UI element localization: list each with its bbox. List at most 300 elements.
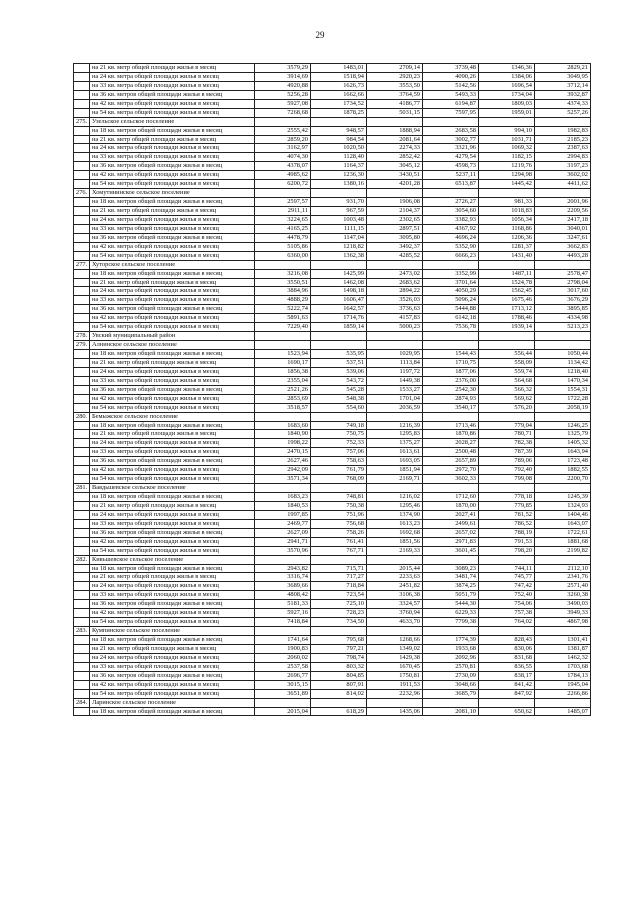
value-cell xyxy=(367,260,423,269)
row-label: на 36 кв. метров общей площади жилья в месяц xyxy=(90,528,255,537)
table-row xyxy=(74,278,591,287)
value-cell: 3518,57 xyxy=(255,403,311,412)
value-cell: 3481,74 xyxy=(423,573,479,582)
table-row xyxy=(74,305,591,314)
value-cell: 545,28 xyxy=(311,385,367,394)
value-cell: 2859,20 xyxy=(255,135,311,144)
value-cell: 1722,61 xyxy=(535,528,591,537)
value-cell: 1031,71 xyxy=(479,135,535,144)
row-label: на 24 кв. метра общей площади жилья в месяц xyxy=(90,510,255,519)
row-index: 276. xyxy=(74,189,90,198)
row-label: на 36 кв. метров общей площади жилья в месяц xyxy=(90,600,255,609)
value-cell: 1870,86 xyxy=(423,430,479,439)
value-cell: 2971,83 xyxy=(423,537,479,546)
value-cell: 1445,42 xyxy=(479,180,535,189)
value-cell xyxy=(255,412,311,421)
row-index xyxy=(74,135,90,144)
row-index xyxy=(74,394,90,403)
value-cell: 2185,23 xyxy=(535,135,591,144)
row-label: на 54 кв. метра общей площади жилья в месяц xyxy=(90,618,255,627)
value-cell: 1982,83 xyxy=(535,126,591,135)
value-cell: 814,02 xyxy=(311,689,367,698)
value-cell: 1722,28 xyxy=(535,394,591,403)
row-index xyxy=(74,564,90,573)
value-cell: 1362,38 xyxy=(311,251,367,260)
table-row xyxy=(74,144,591,153)
section-row xyxy=(74,332,591,341)
row-label: на 42 кв. метра общей площади жилья в месяц xyxy=(90,242,255,251)
value-cell: 931,70 xyxy=(311,198,367,207)
value-cell: 535,95 xyxy=(311,350,367,359)
row-index: 275. xyxy=(74,117,90,126)
value-cell: 7799,38 xyxy=(423,618,479,627)
value-cell: 1381,87 xyxy=(535,644,591,653)
value-cell: 539,06 xyxy=(311,367,367,376)
value-cell: 2199,82 xyxy=(535,546,591,555)
table-row xyxy=(74,350,591,359)
value-cell: 1613,23 xyxy=(367,519,423,528)
value-cell: 1498,18 xyxy=(311,287,367,296)
table-row xyxy=(74,394,591,403)
value-cell: 3430,51 xyxy=(367,171,423,180)
value-cell: 1714,76 xyxy=(311,314,367,323)
value-cell: 747,42 xyxy=(479,582,535,591)
value-cell: 1268,66 xyxy=(367,636,423,645)
value-cell: 2092,96 xyxy=(423,653,479,662)
row-index xyxy=(74,64,90,73)
value-cell xyxy=(255,555,311,564)
row-index xyxy=(74,689,90,698)
value-cell: 1218,40 xyxy=(535,367,591,376)
row-label: на 42 кв. метра общей площади жилья в месяц xyxy=(90,680,255,689)
value-cell: 1020,50 xyxy=(311,144,367,153)
value-cell: 1670,45 xyxy=(367,662,423,671)
value-cell: 3526,03 xyxy=(367,296,423,305)
table-row xyxy=(74,600,591,609)
value-cell: 2001,96 xyxy=(535,198,591,207)
table-row xyxy=(74,421,591,430)
value-cell: 5891,63 xyxy=(255,314,311,323)
value-cell: 1710,75 xyxy=(423,358,479,367)
value-cell: 3054,60 xyxy=(423,207,479,216)
value-cell: 2169,33 xyxy=(367,546,423,555)
value-cell xyxy=(479,260,535,269)
value-cell: 3162,97 xyxy=(255,144,311,153)
value-cell: 1888,94 xyxy=(367,126,423,135)
value-cell: 1483,01 xyxy=(311,64,367,73)
value-cell: 1544,43 xyxy=(423,350,479,359)
table-row xyxy=(74,90,591,99)
row-label: на 54 кв. метра общей площади жилья в месяц xyxy=(90,323,255,332)
value-cell: 3382,93 xyxy=(423,215,479,224)
value-cell: 3712,14 xyxy=(535,81,591,90)
value-cell: 807,91 xyxy=(311,680,367,689)
value-cell: 5181,33 xyxy=(255,600,311,609)
value-cell: 1164,37 xyxy=(311,162,367,171)
row-label: на 21 кв. метр общей площади жилья в месяц xyxy=(90,64,255,73)
row-label: на 24 кв. метра общей площади жилья в месяц xyxy=(90,653,255,662)
row-index xyxy=(74,528,90,537)
value-cell: 7268,68 xyxy=(255,108,311,117)
value-cell: 1216,39 xyxy=(367,421,423,430)
section-title: Кивьшевское сельское поселение xyxy=(90,555,255,564)
value-cell: 3040,01 xyxy=(535,224,591,233)
value-cell: 1662,66 xyxy=(311,90,367,99)
section-title: Увский муниципальный район xyxy=(90,332,255,341)
value-cell: 6142,18 xyxy=(423,314,479,323)
value-cell: 3216,08 xyxy=(255,269,311,278)
value-cell: 788,19 xyxy=(479,528,535,537)
value-cell: 757,38 xyxy=(479,609,535,618)
value-cell: 3571,34 xyxy=(255,475,311,484)
value-cell: 1449,38 xyxy=(367,376,423,385)
row-index xyxy=(74,475,90,484)
value-cell: 2104,37 xyxy=(367,207,423,216)
row-index xyxy=(74,376,90,385)
page-number: 29 xyxy=(315,30,325,40)
value-cell: 2972,70 xyxy=(423,466,479,475)
value-cell: 1626,73 xyxy=(311,81,367,90)
value-cell: 1018,83 xyxy=(479,207,535,216)
value-cell xyxy=(479,555,535,564)
value-cell: 2897,51 xyxy=(367,224,423,233)
row-label: на 36 кв. метров общей площади жилья в месяц xyxy=(90,90,255,99)
value-cell xyxy=(367,332,423,341)
value-cell: 1690,17 xyxy=(255,358,311,367)
value-cell: 1294,98 xyxy=(479,171,535,180)
value-cell: 4165,25 xyxy=(255,224,311,233)
value-cell xyxy=(255,698,311,707)
value-cell: 718,84 xyxy=(311,582,367,591)
value-cell: 3602,33 xyxy=(423,475,479,484)
value-cell: 750,75 xyxy=(311,430,367,439)
value-cell xyxy=(367,627,423,636)
value-cell: 576,20 xyxy=(479,403,535,412)
value-cell: 797,21 xyxy=(311,644,367,653)
table-row xyxy=(74,180,591,189)
row-index xyxy=(74,430,90,439)
section-row xyxy=(74,627,591,636)
value-cell: 4478,79 xyxy=(255,233,311,242)
value-cell: 3701,64 xyxy=(423,278,479,287)
table-row xyxy=(74,108,591,117)
value-cell: 2112,10 xyxy=(535,564,591,573)
value-cell: 1281,37 xyxy=(479,242,535,251)
value-cell: 781,52 xyxy=(479,510,535,519)
value-cell: 1113,84 xyxy=(367,358,423,367)
value-cell: 1643,07 xyxy=(535,519,591,528)
table-row xyxy=(74,251,591,260)
value-cell xyxy=(535,555,591,564)
value-cell: 2657,89 xyxy=(423,457,479,466)
value-cell: 1643,94 xyxy=(535,448,591,457)
value-cell: 728,23 xyxy=(311,609,367,618)
value-cell: 2730,09 xyxy=(423,671,479,680)
value-cell: 4411,62 xyxy=(535,180,591,189)
row-index xyxy=(74,573,90,582)
value-cell: 3884,96 xyxy=(255,287,311,296)
value-cell xyxy=(311,341,367,350)
value-cell: 1712,60 xyxy=(423,493,479,502)
value-cell: 2942,09 xyxy=(255,466,311,475)
value-cell xyxy=(479,117,535,126)
value-cell: 2571,40 xyxy=(535,582,591,591)
value-cell: 3197,23 xyxy=(535,162,591,171)
value-cell: 3689,66 xyxy=(255,582,311,591)
value-cell: 1523,94 xyxy=(255,350,311,359)
table-row xyxy=(74,689,591,698)
value-cell: 4201,28 xyxy=(367,180,423,189)
value-cell: 1774,39 xyxy=(423,636,479,645)
value-cell xyxy=(423,555,479,564)
value-cell: 1859,14 xyxy=(311,323,367,332)
value-cell xyxy=(535,260,591,269)
value-cell: 4074,30 xyxy=(255,153,311,162)
value-cell: 3570,96 xyxy=(255,546,311,555)
row-index xyxy=(74,457,90,466)
value-cell: 1462,32 xyxy=(535,653,591,662)
table-row xyxy=(74,126,591,135)
value-cell: 4279,54 xyxy=(423,153,479,162)
row-index xyxy=(74,144,90,153)
value-cell: 1301,41 xyxy=(535,636,591,645)
section-row xyxy=(74,341,591,350)
table-row xyxy=(74,72,591,81)
table-row xyxy=(74,707,591,716)
value-cell: 1713,46 xyxy=(423,421,479,430)
value-cell xyxy=(423,189,479,198)
value-cell: 1840,53 xyxy=(255,501,311,510)
row-index xyxy=(74,207,90,216)
value-cell: 5213,23 xyxy=(535,323,591,332)
value-cell: 3106,38 xyxy=(367,591,423,600)
value-cell: 1325,79 xyxy=(535,430,591,439)
value-cell: 745,77 xyxy=(479,573,535,582)
table-row xyxy=(74,367,591,376)
row-index xyxy=(74,403,90,412)
row-label: на 36 кв. метров общей площади жилья в месяц xyxy=(90,162,255,171)
value-cell: 2469,77 xyxy=(255,519,311,528)
value-cell: 767,71 xyxy=(311,546,367,555)
table-row xyxy=(74,671,591,680)
row-label: на 18 кв. метров общей площади жилья в месяц xyxy=(90,421,255,430)
row-label: на 36 кв. метров общей площади жилья в месяц xyxy=(90,671,255,680)
value-cell: 1613,61 xyxy=(367,448,423,457)
row-index xyxy=(74,671,90,680)
value-cell: 2355,04 xyxy=(255,376,311,385)
value-cell: 1900,83 xyxy=(255,644,311,653)
table-row xyxy=(74,510,591,519)
row-index xyxy=(74,350,90,359)
value-cell: 1533,27 xyxy=(367,385,423,394)
row-index xyxy=(74,180,90,189)
value-cell xyxy=(311,555,367,564)
value-cell: 3247,61 xyxy=(535,233,591,242)
value-cell: 5096,24 xyxy=(423,296,479,305)
value-cell: 4374,33 xyxy=(535,99,591,108)
value-cell xyxy=(535,627,591,636)
value-cell xyxy=(367,484,423,493)
value-cell: 2894,22 xyxy=(367,287,423,296)
value-cell: 3602,02 xyxy=(535,171,591,180)
value-cell: 1939,14 xyxy=(479,323,535,332)
value-cell: 2994,83 xyxy=(535,153,591,162)
row-label: на 36 кв. метров общей площади жилья в месяц xyxy=(90,305,255,314)
value-cell: 2473,02 xyxy=(367,269,423,278)
value-cell: 752,33 xyxy=(311,439,367,448)
value-cell: 7229,40 xyxy=(255,323,311,332)
value-cell xyxy=(535,698,591,707)
table-row xyxy=(74,198,591,207)
value-cell: 558,09 xyxy=(479,358,535,367)
value-cell: 1606,47 xyxy=(311,296,367,305)
value-cell: 2302,65 xyxy=(367,215,423,224)
row-label: на 33 кв. метра общей площади жилья в месяц xyxy=(90,224,255,233)
table-row xyxy=(74,457,591,466)
value-cell: 1206,36 xyxy=(479,233,535,242)
table-row xyxy=(74,466,591,475)
row-label: на 18 кв. метров общей площади жилья в месяц xyxy=(90,493,255,502)
value-cell xyxy=(311,189,367,198)
row-index xyxy=(74,233,90,242)
row-label: на 42 кв. метра общей площади жилья в месяц xyxy=(90,314,255,323)
row-label: на 18 кв. метров общей площади жилья в месяц xyxy=(90,269,255,278)
table-row xyxy=(74,81,591,90)
value-cell: 1998,22 xyxy=(255,439,311,448)
value-cell: 1642,57 xyxy=(311,305,367,314)
value-cell xyxy=(367,555,423,564)
table-row xyxy=(74,618,591,627)
row-index xyxy=(74,81,90,90)
value-cell: 751,96 xyxy=(311,510,367,519)
row-label: на 54 кв. метра общей площади жилья в месяц xyxy=(90,403,255,412)
row-index xyxy=(74,162,90,171)
value-cell: 761,41 xyxy=(311,537,367,546)
value-cell: 3550,51 xyxy=(255,278,311,287)
value-cell xyxy=(311,698,367,707)
row-index xyxy=(74,287,90,296)
value-cell: 2853,69 xyxy=(255,394,311,403)
row-index xyxy=(74,537,90,546)
row-index: 278. xyxy=(74,332,90,341)
value-cell: 554,60 xyxy=(311,403,367,412)
value-cell: 981,33 xyxy=(479,198,535,207)
value-cell: 5000,23 xyxy=(367,323,423,332)
row-label: на 18 кв. метров общей площади жилья в месяц xyxy=(90,198,255,207)
value-cell: 1050,44 xyxy=(535,350,591,359)
value-cell xyxy=(311,627,367,636)
value-cell: 752,40 xyxy=(479,591,535,600)
value-cell xyxy=(255,341,311,350)
value-cell: 559,74 xyxy=(479,367,535,376)
value-cell xyxy=(367,698,423,707)
row-index: 279. xyxy=(74,341,90,350)
row-index xyxy=(74,278,90,287)
table-row xyxy=(74,546,591,555)
row-index xyxy=(74,636,90,645)
value-cell: 1069,32 xyxy=(479,144,535,153)
value-cell: 3685,79 xyxy=(423,689,479,698)
section-title: Алнинское сельское поселение xyxy=(90,341,255,350)
value-cell: 1911,53 xyxy=(367,680,423,689)
value-cell: 3095,80 xyxy=(367,233,423,242)
value-cell: 2683,62 xyxy=(367,278,423,287)
value-cell: 6194,87 xyxy=(423,99,479,108)
value-cell: 1809,03 xyxy=(479,99,535,108)
row-label: на 21 кв. метр общей площади жилья в месяц xyxy=(90,644,255,653)
row-index xyxy=(74,421,90,430)
row-label: на 21 кв. метр общей площади жилья в месяц xyxy=(90,501,255,510)
value-cell: 725,10 xyxy=(311,600,367,609)
value-cell: 1554,31 xyxy=(535,385,591,394)
value-cell: 2266,86 xyxy=(535,689,591,698)
row-label: на 54 кв. метра общей площади жилья в месяц xyxy=(90,689,255,698)
value-cell: 1218,82 xyxy=(311,242,367,251)
value-cell: 2726,27 xyxy=(423,198,479,207)
value-cell: 4696,24 xyxy=(423,233,479,242)
row-label: на 18 кв. метров общей площади жилья в месяц xyxy=(90,636,255,645)
row-index xyxy=(74,242,90,251)
value-cell: 795,68 xyxy=(311,636,367,645)
row-label: на 24 кв. метра общей площади жилья в месяц xyxy=(90,144,255,153)
value-cell: 1562,45 xyxy=(479,287,535,296)
section-title: Хомутининское сельское поселение xyxy=(90,189,255,198)
row-index xyxy=(74,680,90,689)
value-cell: 1295,83 xyxy=(367,430,423,439)
value-cell: 1933,68 xyxy=(423,644,479,653)
value-cell: 768,09 xyxy=(311,475,367,484)
value-cell: 2209,56 xyxy=(535,207,591,216)
value-cell: 2232,96 xyxy=(367,689,423,698)
value-cell: 948,57 xyxy=(311,126,367,135)
value-cell: 3662,83 xyxy=(535,242,591,251)
value-cell: 2417,18 xyxy=(535,215,591,224)
table-row xyxy=(74,99,591,108)
value-cell: 556,44 xyxy=(479,350,535,359)
value-cell: 779,85 xyxy=(479,501,535,510)
value-cell: 791,53 xyxy=(479,537,535,546)
value-cell: 1750,81 xyxy=(367,671,423,680)
value-cell: 4808,42 xyxy=(255,591,311,600)
row-label: на 33 кв. метра общей площади жилья в месяц xyxy=(90,376,255,385)
value-cell: 569,62 xyxy=(479,394,535,403)
value-cell xyxy=(423,341,479,350)
value-cell: 2169,71 xyxy=(367,475,423,484)
table-row xyxy=(74,644,591,653)
value-cell: 5237,11 xyxy=(423,171,479,180)
value-cell: 3760,94 xyxy=(367,609,423,618)
value-cell: 1487,11 xyxy=(479,269,535,278)
value-cell: 3739,48 xyxy=(423,64,479,73)
row-label: на 54 кв. метра общей площади жилья в месяц xyxy=(90,108,255,117)
row-label: на 54 кв. метра общей площади жилья в месяц xyxy=(90,475,255,484)
value-cell: 1692,68 xyxy=(367,528,423,537)
row-label: на 36 кв. метров общей площади жилья в месяц xyxy=(90,385,255,394)
value-cell: 2798,04 xyxy=(535,278,591,287)
value-cell: 4334,98 xyxy=(535,314,591,323)
value-cell: 3764,59 xyxy=(367,90,423,99)
value-cell xyxy=(367,341,423,350)
value-cell: 1374,90 xyxy=(367,510,423,519)
row-index xyxy=(74,72,90,81)
value-cell: 2015,04 xyxy=(255,707,311,716)
section-row xyxy=(74,698,591,707)
row-index xyxy=(74,215,90,224)
value-cell xyxy=(367,412,423,421)
value-cell xyxy=(535,189,591,198)
value-cell: 3045,12 xyxy=(367,162,423,171)
row-label: на 33 кв. метра общей площади жилья в месяц xyxy=(90,448,255,457)
